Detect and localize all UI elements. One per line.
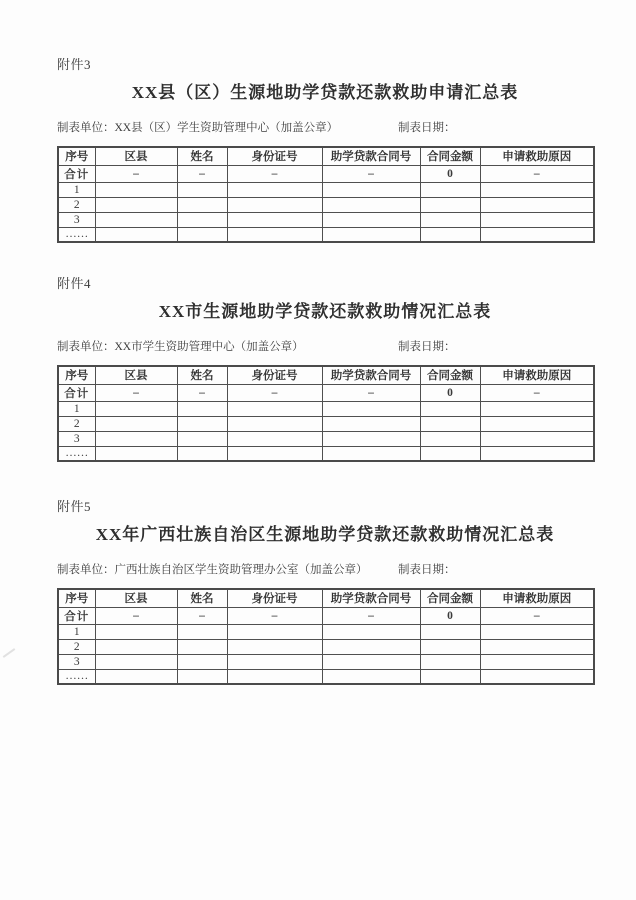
table-cell — [227, 227, 322, 242]
table-cell — [177, 446, 227, 461]
summary-table — [57, 588, 595, 685]
table-cell — [322, 197, 420, 212]
table-cell — [322, 654, 420, 669]
table-cell — [420, 197, 480, 212]
meta-row — [57, 338, 593, 353]
table-cell: – — [95, 607, 177, 624]
table-header-cell: 序号 — [58, 147, 95, 165]
table-cell — [227, 401, 322, 416]
table-header-cell: 身份证号 — [227, 147, 322, 165]
table-cell — [322, 431, 420, 446]
form-title: XX年广西壮族自治区生源地助学贷款还款救助情况汇总表 — [95, 525, 555, 544]
table-cell — [177, 431, 227, 446]
section-attachment-3 — [57, 54, 593, 243]
table-cell — [177, 639, 227, 654]
table-cell — [480, 212, 594, 227]
table-cell — [322, 639, 420, 654]
table-row — [58, 446, 594, 461]
table-cell — [420, 654, 480, 669]
table-cell — [322, 416, 420, 431]
table-cell: 3 — [58, 431, 95, 446]
table-cell: – — [322, 165, 420, 182]
table-cell: – — [227, 165, 322, 182]
table-cell — [227, 431, 322, 446]
table-row — [58, 607, 594, 624]
table-cell — [420, 401, 480, 416]
table-cell — [227, 624, 322, 639]
table-cell — [480, 669, 594, 684]
table-cell: 2 — [58, 639, 95, 654]
scan-artifact — [3, 648, 16, 658]
table-cell: 0 — [420, 165, 480, 182]
attachment-label: 附件5 — [57, 499, 92, 514]
table-cell — [322, 669, 420, 684]
table-row — [58, 401, 594, 416]
date-label: 制表日期： — [398, 564, 456, 576]
table-header-cell: 合同金额 — [420, 366, 480, 384]
table-cell — [177, 669, 227, 684]
table-cell — [95, 669, 177, 684]
table-cell — [480, 182, 594, 197]
table-row — [58, 165, 594, 182]
table-cell — [480, 227, 594, 242]
table-cell: 2 — [58, 416, 95, 431]
table-cell: – — [227, 384, 322, 401]
table-header-cell: 助学贷款合同号 — [322, 147, 420, 165]
table-cell: 3 — [58, 654, 95, 669]
table-cell — [480, 446, 594, 461]
table-cell: 1 — [58, 401, 95, 416]
table-cell: – — [480, 607, 594, 624]
table-row — [58, 669, 594, 684]
attachment-label: 附件4 — [57, 276, 92, 291]
attachment-label: 附件3 — [57, 57, 92, 72]
meta-row — [57, 119, 593, 134]
table-cell: – — [95, 165, 177, 182]
unit-line — [57, 122, 338, 134]
table-cell — [420, 227, 480, 242]
table-cell — [420, 182, 480, 197]
table-cell: 1 — [58, 182, 95, 197]
table-header-cell: 身份证号 — [227, 366, 322, 384]
table-header-cell: 身份证号 — [227, 589, 322, 607]
form-title: XX县（区）生源地助学贷款还款救助申请汇总表 — [131, 83, 519, 102]
table-cell — [480, 197, 594, 212]
table-cell — [480, 639, 594, 654]
table-header-cell: 区县 — [95, 147, 177, 165]
table-cell: – — [177, 607, 227, 624]
table-cell: – — [227, 607, 322, 624]
table-cell — [95, 401, 177, 416]
table-cell: – — [322, 607, 420, 624]
table-cell — [95, 624, 177, 639]
table-cell — [95, 431, 177, 446]
table-row — [58, 654, 594, 669]
table-header-cell: 姓名 — [177, 147, 227, 165]
table-row — [58, 431, 594, 446]
table-cell — [227, 639, 322, 654]
table-cell: – — [177, 384, 227, 401]
table-row — [58, 639, 594, 654]
table-cell — [227, 197, 322, 212]
table-cell — [177, 416, 227, 431]
table-cell — [177, 624, 227, 639]
form-title: XX市生源地助学贷款还款救助情况汇总表 — [158, 302, 492, 321]
unit-value: XX市学生资助管理中心（加盖公章） — [114, 341, 304, 353]
table-cell — [227, 182, 322, 197]
table-header-cell: 序号 — [58, 589, 95, 607]
table-header-row — [58, 589, 594, 607]
table-header-cell: 姓名 — [177, 589, 227, 607]
summary-table — [57, 146, 595, 243]
table-header-cell: 区县 — [95, 589, 177, 607]
table-cell — [177, 197, 227, 212]
table-cell — [420, 431, 480, 446]
table-cell — [95, 639, 177, 654]
unit-label: 制表单位： — [57, 341, 115, 353]
table-row — [58, 384, 594, 401]
table-cell — [322, 624, 420, 639]
table-cell — [322, 212, 420, 227]
table-cell — [227, 669, 322, 684]
table-cell — [322, 446, 420, 461]
table-row — [58, 212, 594, 227]
table-cell — [177, 212, 227, 227]
table-header-cell: 申请救助原因 — [480, 366, 594, 384]
unit-line — [57, 341, 304, 353]
table-header-cell: 合同金额 — [420, 147, 480, 165]
table-cell — [322, 227, 420, 242]
unit-label: 制表单位： — [57, 564, 115, 576]
table-cell: …… — [58, 446, 95, 461]
unit-label: 制表单位： — [57, 122, 115, 134]
date-label: 制表日期： — [398, 122, 456, 134]
table-cell: 1 — [58, 624, 95, 639]
table-cell — [177, 227, 227, 242]
unit-value: 广西壮族自治区学生资助管理办公室（加盖公章） — [114, 564, 368, 576]
summary-table — [57, 365, 595, 462]
table-cell — [420, 669, 480, 684]
table-cell — [322, 182, 420, 197]
table-cell — [420, 446, 480, 461]
table-cell — [480, 416, 594, 431]
table-header-cell: 合同金额 — [420, 589, 480, 607]
table-cell: – — [95, 384, 177, 401]
table-cell — [177, 654, 227, 669]
unit-line — [57, 564, 368, 576]
table-cell — [227, 416, 322, 431]
table-row — [58, 197, 594, 212]
table-cell — [227, 446, 322, 461]
table-cell — [177, 182, 227, 197]
table-header-cell: 助学贷款合同号 — [322, 589, 420, 607]
table-cell — [95, 182, 177, 197]
section-attachment-5 — [57, 496, 593, 685]
table-cell: – — [322, 384, 420, 401]
table-cell: – — [480, 165, 594, 182]
table-cell — [322, 401, 420, 416]
table-cell: 合计 — [58, 165, 95, 182]
table-header-row — [58, 147, 594, 165]
table-cell — [420, 212, 480, 227]
date-label: 制表日期： — [398, 341, 456, 353]
table-cell: 0 — [420, 607, 480, 624]
table-cell — [95, 197, 177, 212]
table-cell: 3 — [58, 212, 95, 227]
table-header-cell: 区县 — [95, 366, 177, 384]
table-cell — [177, 401, 227, 416]
table-row — [58, 624, 594, 639]
table-cell — [420, 639, 480, 654]
table-cell: …… — [58, 227, 95, 242]
table-cell — [95, 416, 177, 431]
table-cell — [480, 401, 594, 416]
table-cell: 0 — [420, 384, 480, 401]
table-cell: – — [480, 384, 594, 401]
table-cell — [480, 624, 594, 639]
table-cell: 2 — [58, 197, 95, 212]
table-row — [58, 227, 594, 242]
table-header-cell: 姓名 — [177, 366, 227, 384]
table-row — [58, 416, 594, 431]
section-attachment-4 — [57, 273, 593, 462]
table-cell — [95, 227, 177, 242]
unit-value: XX县（区）学生资助管理中心（加盖公章） — [114, 122, 339, 134]
table-cell: …… — [58, 669, 95, 684]
table-cell — [95, 212, 177, 227]
table-cell — [227, 654, 322, 669]
table-cell — [480, 431, 594, 446]
table-cell: 合计 — [58, 607, 95, 624]
table-cell — [480, 654, 594, 669]
table-cell — [95, 654, 177, 669]
table-cell — [95, 446, 177, 461]
table-cell: – — [177, 165, 227, 182]
table-header-cell: 序号 — [58, 366, 95, 384]
table-cell — [227, 212, 322, 227]
table-row — [58, 182, 594, 197]
table-cell — [420, 416, 480, 431]
table-cell — [420, 624, 480, 639]
table-header-cell: 助学贷款合同号 — [322, 366, 420, 384]
meta-row — [57, 561, 593, 576]
table-header-row — [58, 366, 594, 384]
table-header-cell: 申请救助原因 — [480, 147, 594, 165]
table-cell: 合计 — [58, 384, 95, 401]
table-header-cell: 申请救助原因 — [480, 589, 594, 607]
